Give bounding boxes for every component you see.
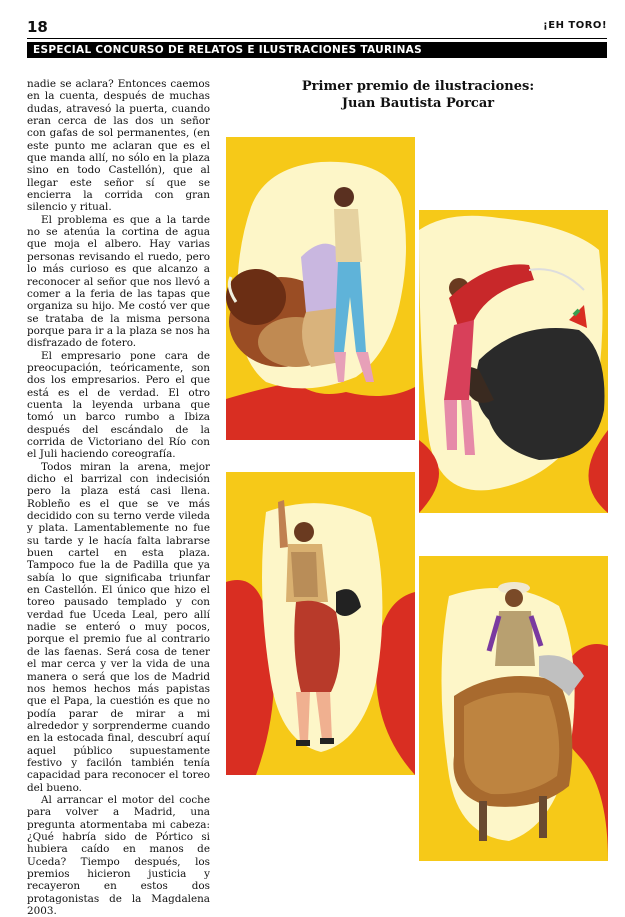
illustration-matador-cape-pass bbox=[226, 137, 415, 440]
article-paragraph: El empresario pone cara de preocupación, teóricamente, son dos los empresarios. Pero el que está es el de verdad. El otro cuenta la leyenda urbana que tomó un barco rumbo a Ibiza después del escándalo de la corrida de Victoriano del Río con el Juli haciendo coreografía. bbox=[27, 349, 210, 461]
article-paragraph: Todos miran la arena, mejor dicho el barrizal con indecisión pero la plaza está casi llena. Robleño es el que se ve más decidido con su terno verde vileda y plata. Lamentablemente no fue su tarde y le hacía falta labrarse buen cartel en esta plaza. Tampoco fue la de Padilla que ya sabía lo que significaba triunfar en Castellón. El único que hizo el toreo pausado templado y con verdad fue Uceda Leal, pero allí nadie se enteró o muy pocos, porque el premio fue al contrario de las faenas. Será cosa de tener el mar cerca y ver la vida de una manera o será que los de Madrid nos hemos hechos más papistas que el Papa, la cuestión es que no podía parar de mirar a mi alrededor y sorprenderme cuando en la estocada final, descubrí aquí aquel público supuestamente festivo y facilón también tenía capacidad para reconocer el toreo del bueno. bbox=[27, 460, 210, 794]
article-text bbox=[27, 78, 210, 917]
page-number: 18 bbox=[27, 18, 48, 36]
header-rule bbox=[27, 38, 607, 39]
article-paragraph: nadie se aclara? Entonces caemos en la cuenta, después de muchas dudas, atravesó la puerta, cuando eran cerca de las dos un señor con gafas de sol permanentes, (en este punto me aclaran que es el que manda allí, no sólo en la plaza sino en todo Castellón), que al llegar este señor sí que se encierra la corrida con gran silencio y ritual. bbox=[27, 78, 210, 214]
section-title: ESPECIAL CONCURSO DE RELATOS E ILUSTRACIONES TAURINAS bbox=[27, 42, 607, 58]
illustration-picador-horse bbox=[419, 556, 608, 861]
illustration-matador-salute bbox=[226, 472, 415, 775]
illustrations-caption bbox=[228, 78, 608, 112]
article-paragraph: Al arrancar el motor del coche para volver a Madrid, una pregunta atormentaba mi cabeza: ¿Qué habría sido de Pórtico si hubiera caído en manos de Uceda? Tiempo después, los premios hicieron justicia y recayeron en estos dos protagonistas de la Magdalena 2003. bbox=[27, 793, 210, 917]
caption-title: Primer premio de ilustraciones: bbox=[301, 79, 535, 94]
article-paragraph: El problema es que a la tarde no se atenúa la cortina de agua que moja el albero. Hay varias personas revisando el ruedo, pero lo más curioso es que alcanzo a reconocer al señor que nos llevó a comer a la feria de las tapas que organiza su hijo. Me costó ver que se trataba de la misma persona porque para ir a la plaza se nos ha disfrazado de fotero. bbox=[27, 213, 210, 350]
illustration-matador-estocada bbox=[419, 210, 608, 513]
magazine-name: ¡EH TORO! bbox=[543, 20, 607, 31]
caption-author: Juan Bautista Porcar bbox=[341, 96, 495, 111]
